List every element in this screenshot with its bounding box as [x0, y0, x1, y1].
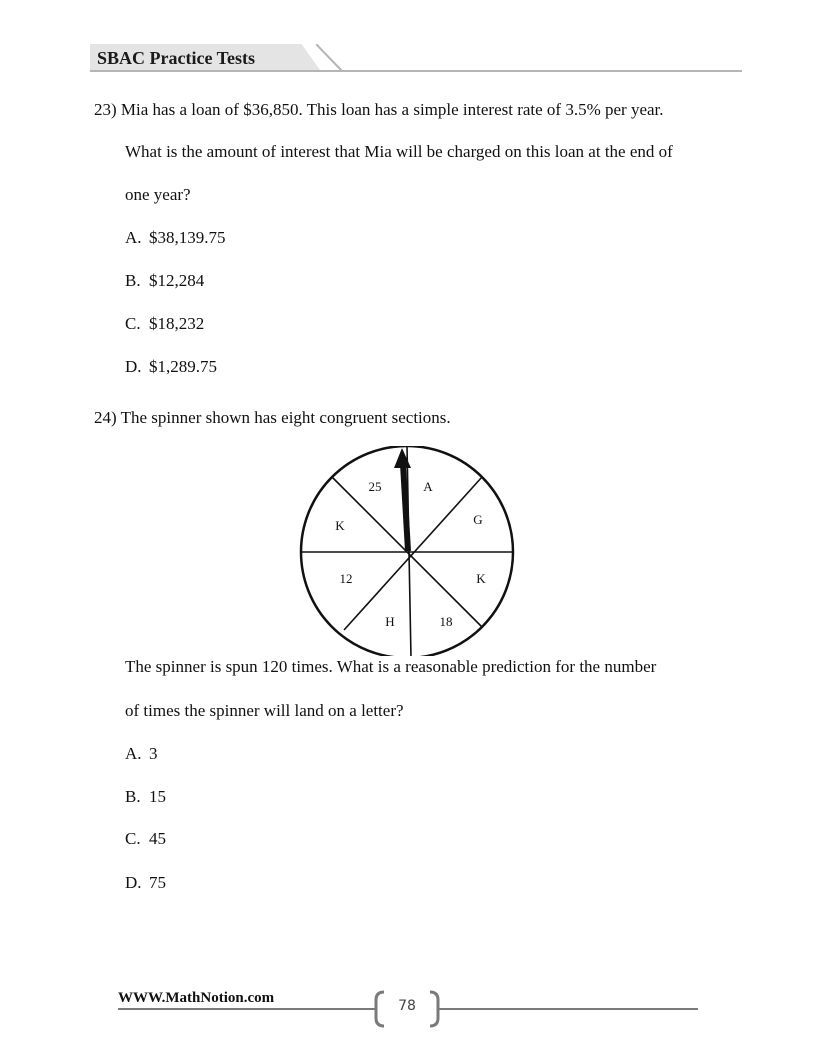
- spinner-arrow-head: [394, 448, 411, 468]
- footer-rule-left: [118, 1008, 376, 1010]
- question-23-number: 23): [94, 100, 117, 119]
- spinner-label-k-left: K: [335, 518, 345, 533]
- question-24-choice-a[interactable]: A. 3: [125, 744, 158, 763]
- question-23-text-3: one year?: [125, 185, 191, 204]
- spinner-label-h: H: [385, 614, 395, 629]
- spinner-diagram: [298, 446, 518, 656]
- spinner-label-25: 25: [368, 479, 382, 494]
- question-24-choice-d[interactable]: D. 75: [125, 873, 166, 892]
- question-24-choice-c[interactable]: C. 45: [125, 829, 166, 848]
- footer-url: WWW.MathNotion.com: [118, 990, 275, 1006]
- spinner-label-12: 12: [339, 571, 353, 586]
- page-number: 78: [398, 998, 416, 1014]
- question-23-text-1: Mia has a loan of $36,850. This loan has a simple interest rate of 3.5% per year.: [120, 100, 664, 119]
- question-24-choice-b[interactable]: B. 15: [125, 787, 166, 806]
- spinner-label-g: G: [473, 512, 483, 527]
- question-23-choice-c[interactable]: C. $18,232: [125, 314, 205, 333]
- question-24-number: 24): [94, 408, 117, 427]
- question-24-text-1: The spinner shown has eight congruent sections.: [120, 408, 451, 427]
- question-23-line-1: [94, 101, 664, 118]
- spinner-label-18: 18: [439, 614, 453, 629]
- spinner-label-a: A: [423, 479, 433, 494]
- question-23-choice-d[interactable]: D. $1,289.75: [125, 357, 217, 376]
- header-rule: [90, 70, 742, 72]
- question-24-text-3: of times the spinner will land on a letter?: [125, 701, 404, 720]
- footer-rule-right: [438, 1008, 698, 1010]
- spinner-label-k-right: K: [476, 571, 486, 586]
- question-24-line-1: [94, 409, 451, 426]
- question-23-text-2: What is the amount of interest that Mia will be charged on this loan at the end of: [125, 142, 673, 161]
- question-23-choice-b[interactable]: B. $12,284: [125, 271, 205, 290]
- question-23-choice-a[interactable]: A. $38,139.75: [125, 228, 226, 247]
- question-24-text-2: The spinner is spun 120 times. What is a reasonable prediction for the number: [125, 657, 657, 676]
- header-title: SBAC Practice Tests: [97, 48, 255, 68]
- header-tab-edge: [316, 44, 344, 72]
